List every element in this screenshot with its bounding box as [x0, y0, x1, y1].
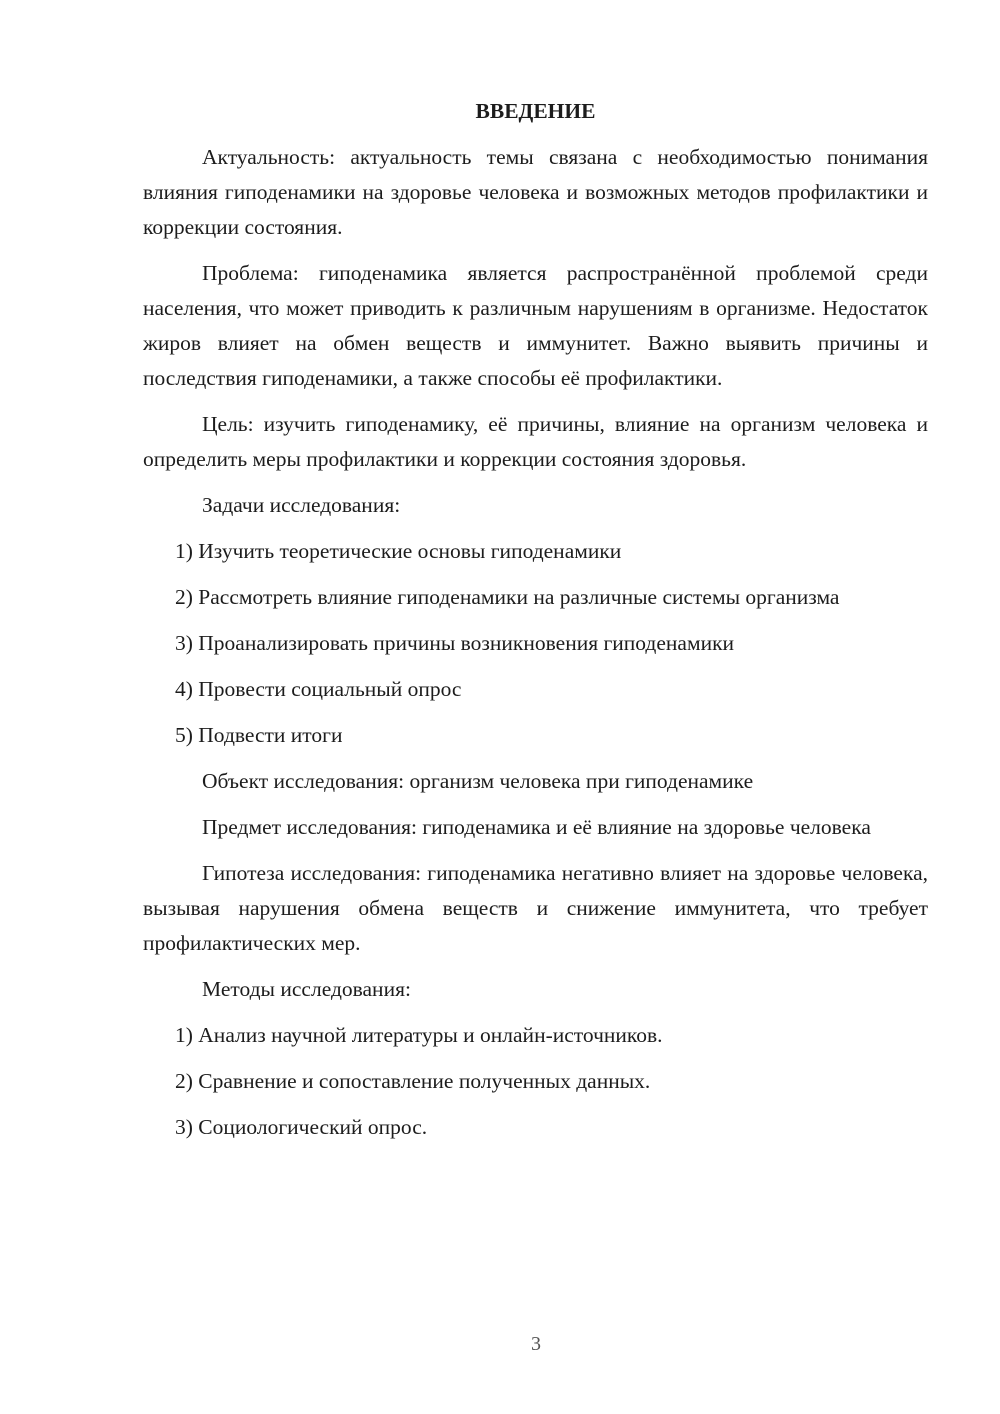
tasks-heading: Задачи исследования: — [202, 493, 401, 517]
goal-paragraph: Цель: изучить гиподенамику, её причины, влияние на организм человека и определить меры профилактики и коррекции состояния здоровья. — [143, 412, 928, 471]
problem-paragraph: Проблема: гиподенамика является распространённой проблемой среди населения, что может приводить к различным нарушениям в организме. Недостаток жиров влияет на обмен веществ и иммунитет. Важно выявить причины и последствия гиподенамики, а также способы её профилактики. — [143, 261, 928, 390]
task-item: 2) Рассмотреть влияние гиподенамики на различные системы организма — [175, 585, 840, 609]
page-number: 3 — [531, 1333, 541, 1355]
method-item: 1) Анализ научной литературы и онлайн-источников. — [175, 1023, 663, 1047]
method-item: 2) Сравнение и сопоставление полученных данных. — [175, 1069, 651, 1093]
task-item: 5) Подвести итоги — [175, 723, 343, 747]
method-item: 3) Социологический опрос. — [175, 1115, 428, 1139]
methods-heading: Методы исследования: — [202, 977, 411, 1001]
hypothesis-paragraph: Гипотеза исследования: гиподенамика негативно влияет на здоровье человека, вызывая нарушения обмена веществ и снижение иммунитета, что требует профилактических мер. — [143, 861, 928, 955]
object-paragraph: Объект исследования: организм человека при гиподенамике — [202, 769, 754, 793]
task-item: 1) Изучить теоретические основы гиподенамики — [175, 539, 622, 563]
task-item: 4) Провести социальный опрос — [175, 677, 462, 701]
relevance-paragraph: Актуальность: актуальность темы связана с необходимостью понимания влияния гиподенамики на здоровье человека и возможных методов профилактики и коррекции состояния. — [143, 145, 928, 239]
document-page — [143, 94, 928, 1145]
section-title: ВВЕДЕНИЕ — [475, 99, 596, 123]
subject-paragraph: Предмет исследования: гиподенамика и её влияние на здоровье человека — [202, 815, 871, 839]
task-item: 3) Проанализировать причины возникновения гиподенамики — [175, 631, 735, 655]
